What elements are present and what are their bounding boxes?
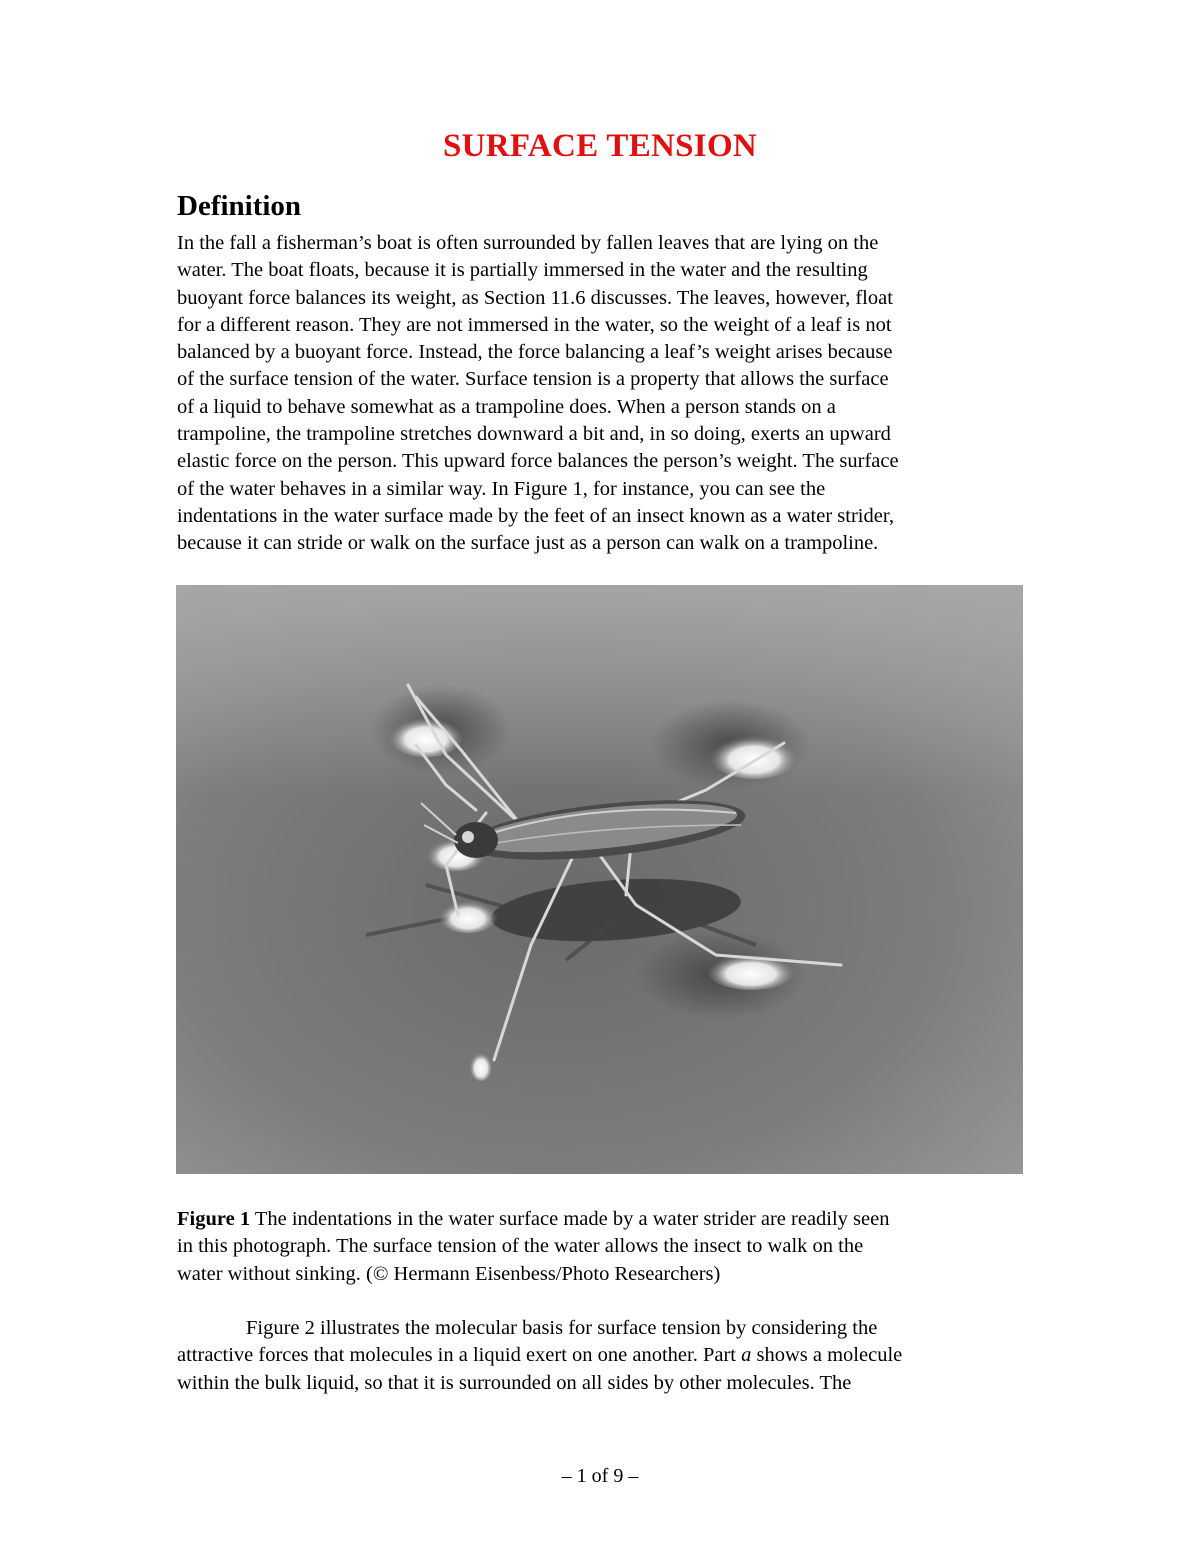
paragraph-line: of the water behaves in a similar way. In Figure 1, for instance, you can see the (177, 477, 826, 500)
paragraph-line: of the surface tension of the water. Surface tension is a property that allows the surface (177, 368, 889, 391)
paragraph-line: buoyant force balances its weight, as Section 11.6 discusses. The leaves, however, float (177, 286, 893, 309)
page-number: – 1 of 9 – (561, 1465, 639, 1487)
part-label: a (741, 1344, 752, 1367)
paragraph-line: trampoline, the trampoline stretches downward a bit and, in so doing, exerts an upward (177, 423, 891, 446)
paragraph-line: Figure 2 illustrates the molecular basis for surface tension by considering the (246, 1317, 878, 1339)
paragraph-line: water. The boat floats, because it is partially immersed in the water and the resulting (177, 259, 868, 282)
water-strider-illustration (176, 585, 1023, 1174)
paragraph-line: In the fall a fisherman’s boat is often surrounded by fallen leaves that are lying on the (177, 232, 879, 254)
caption-line: in this photograph. The surface tension of the water allows the insect to walk on the (177, 1235, 864, 1258)
paragraph-line: elastic force on the person. This upward force balances the person’s weight. The surface (177, 450, 899, 473)
paragraph-line: within the bulk liquid, so that it is surrounded on all sides by other molecules. The (177, 1371, 852, 1394)
paragraph-line: shows a molecule (751, 1344, 903, 1367)
continuation-paragraph (177, 1315, 1037, 1397)
water-strider-photo (176, 585, 1023, 1174)
paragraph-line: balanced by a buoyant force. Instead, the force balancing a leaf’s weight arises because (177, 341, 893, 364)
figure-caption (177, 1206, 1037, 1288)
paragraph-line: attractive forces that molecules in a liquid exert on one another. Part (177, 1344, 742, 1367)
paragraph-line: of a liquid to behave somewhat as a trampoline does. When a person stands on a (177, 395, 836, 418)
caption-line: water without sinking. (© Hermann Eisenbess/Photo Researchers) (177, 1262, 721, 1285)
section-heading: Definition (177, 190, 302, 222)
paragraph-line: for a different reason. They are not immersed in the water, so the weight of a leaf is not (177, 313, 892, 336)
intro-paragraph (177, 230, 1037, 558)
figure-label: Figure 1 (177, 1208, 251, 1230)
paragraph-line: indentations in the water surface made by the feet of an insect known as a water strider, (177, 504, 894, 527)
page-title: SURFACE TENSION (442, 128, 758, 164)
caption-line: The indentations in the water surface made by a water strider are readily seen (250, 1208, 890, 1230)
paragraph-line: because it can stride or walk on the surface just as a person can walk on a trampoline. (177, 532, 879, 555)
